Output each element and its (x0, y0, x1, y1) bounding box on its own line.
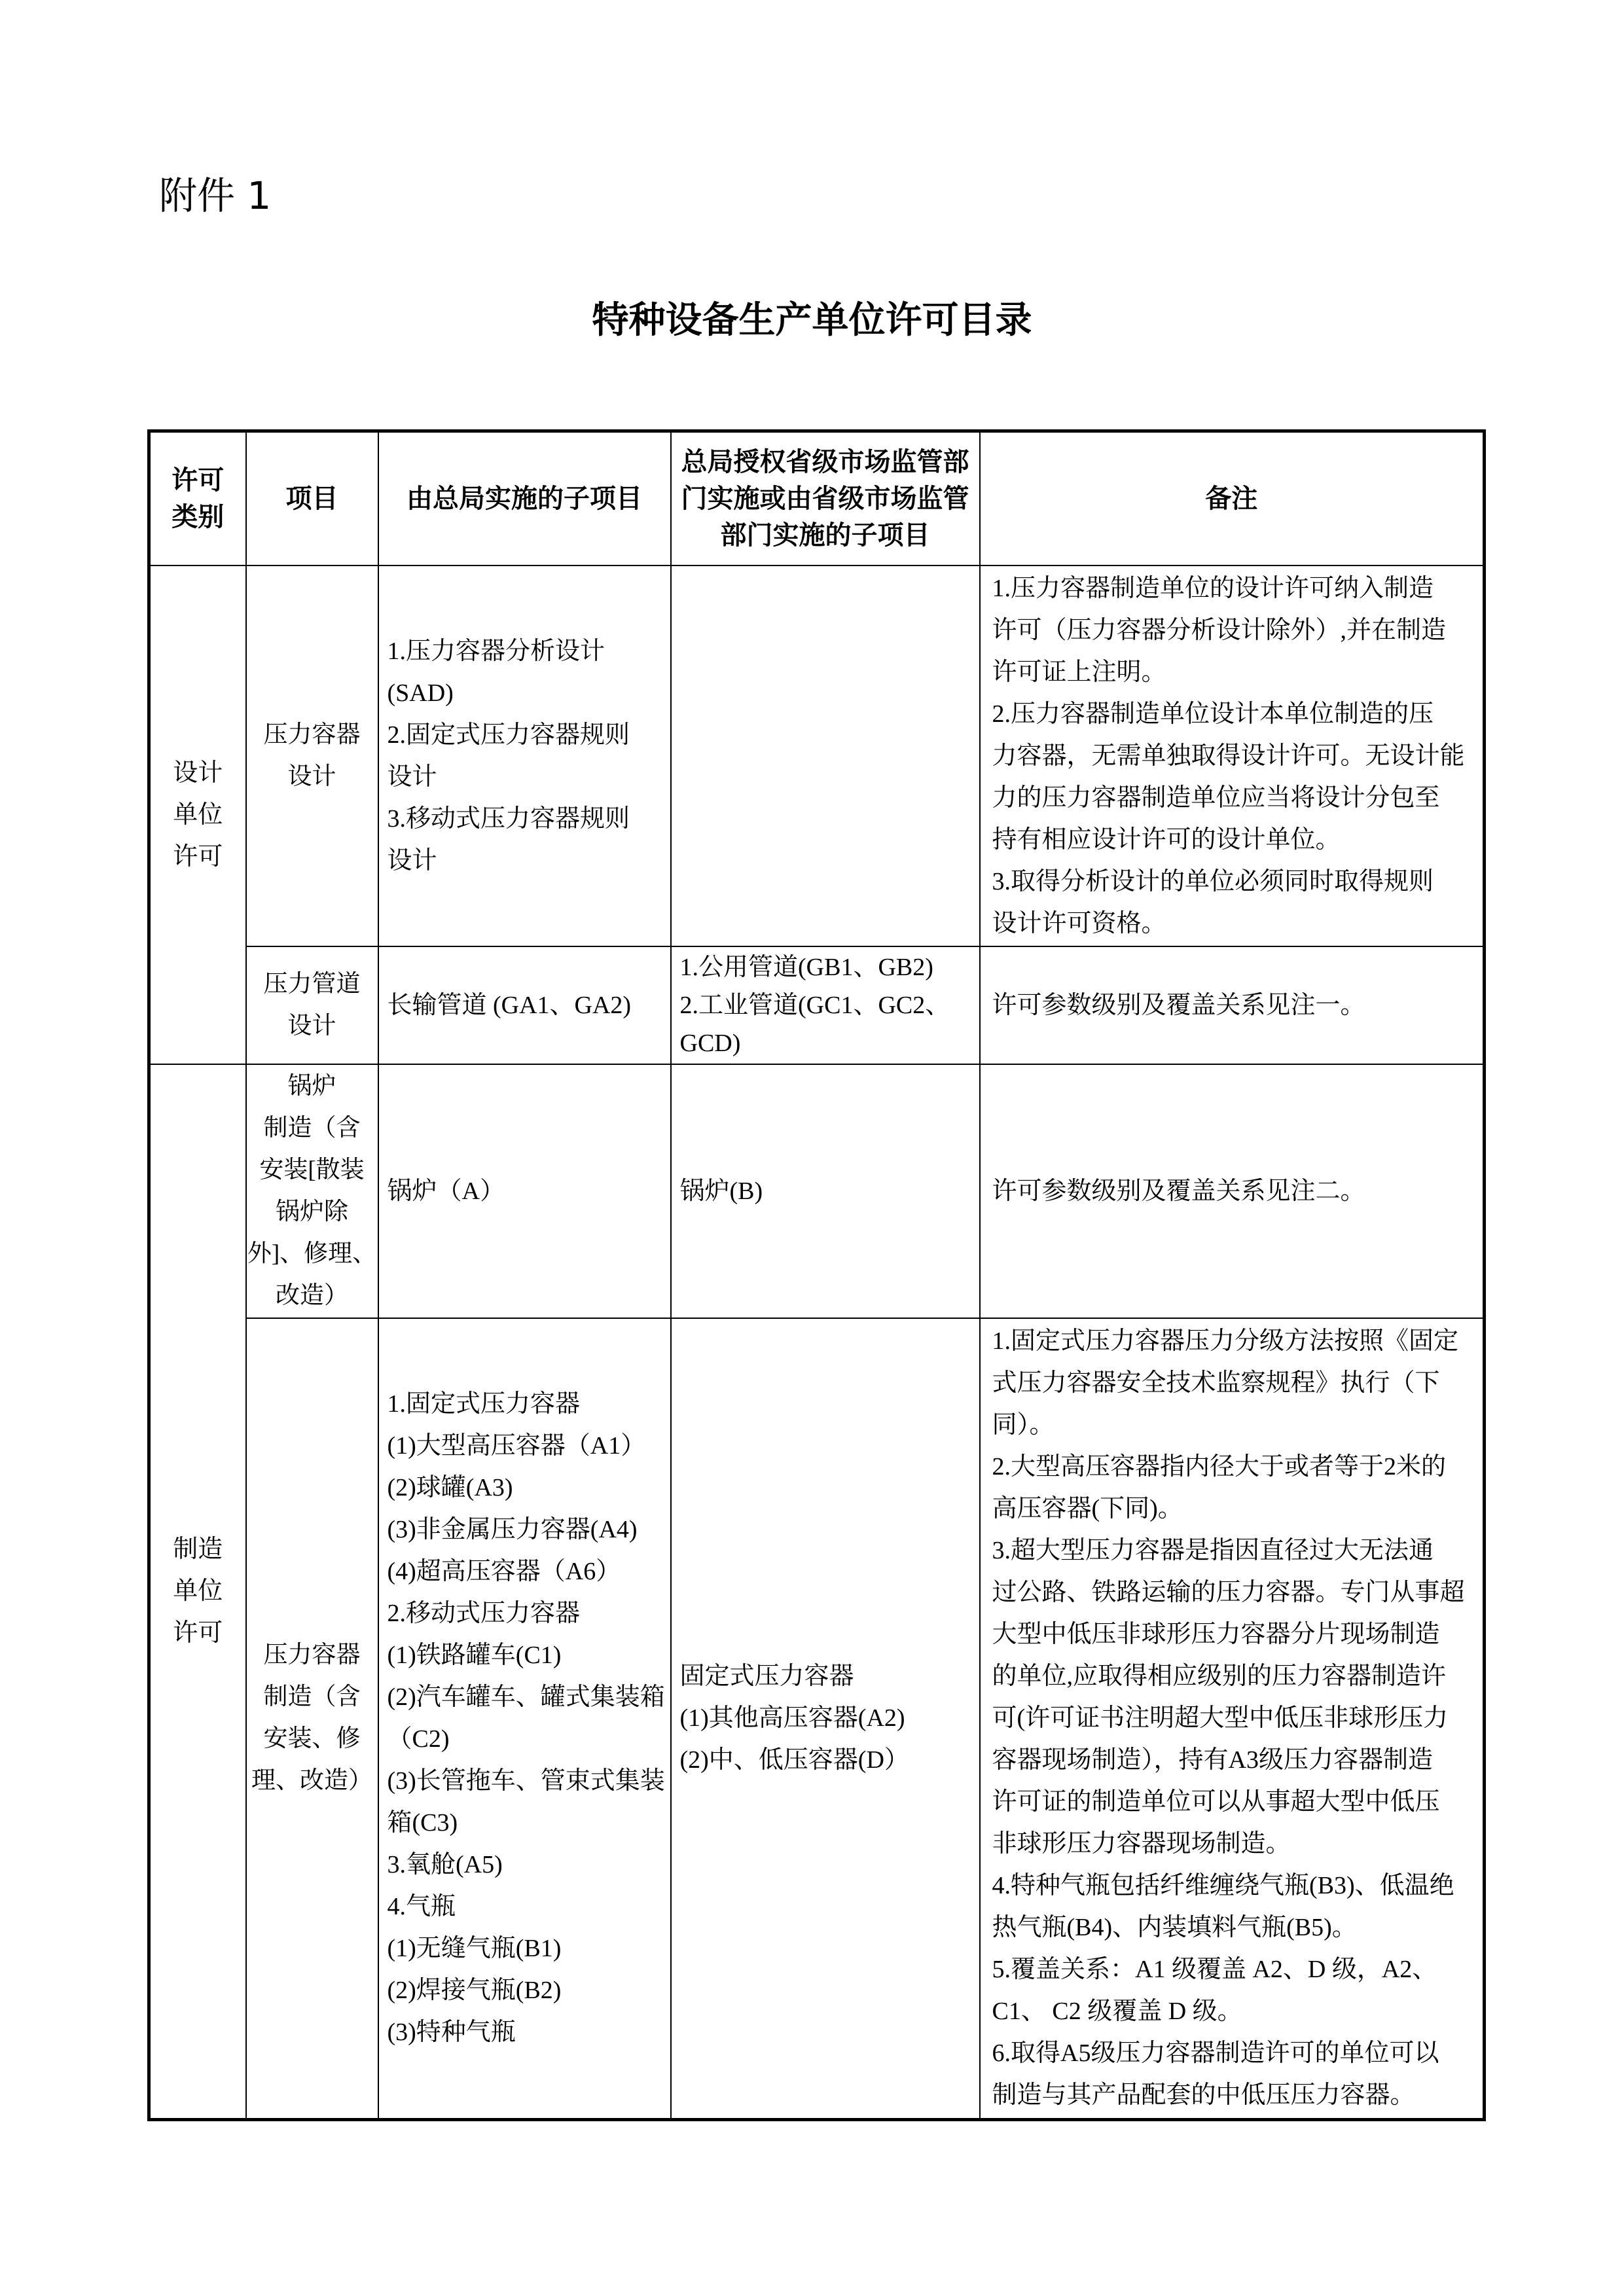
cell-line: 过公路、铁路运输的压力容器。专门从事超 (992, 1579, 1465, 1607)
cell-line: 力容器，无需单独取得设计许可。无设计能 (992, 742, 1465, 770)
cell-line: 2.移动式压力容器 (387, 1600, 581, 1628)
cell-line: 设计许可资格。 (992, 909, 1166, 937)
cell-line: 设计 (287, 1012, 336, 1039)
header-license-category (149, 431, 246, 565)
cell-line: 外]、修理、 (247, 1240, 377, 1267)
cell-line: (2)中、低压容器(D） (679, 1746, 909, 1774)
header-line: 门实施或由省级市场监管 (681, 484, 969, 513)
cell-line: 非球形压力容器现场制造。 (992, 1830, 1291, 1858)
cell-line: （C2) (387, 1725, 450, 1753)
header-line: 许可 (171, 465, 225, 495)
cell-line: 安装[散装 (259, 1156, 365, 1183)
cell-line: (2)汽车罐车、罐式集装箱 (387, 1683, 665, 1712)
cell-line: 单位 (173, 1577, 223, 1605)
cell-line: 2.压力容器制造单位设计本单位制造的压 (992, 700, 1434, 728)
cell-line: 压力管道 (263, 970, 361, 997)
cell-line: 许可 (173, 842, 223, 870)
cell-line: 锅炉（A） (387, 1177, 505, 1205)
item-cell (246, 565, 378, 946)
document-title: 特种设备生产单位许可目录 (592, 300, 1032, 341)
header-item: 项目 (246, 431, 378, 565)
cell-line: (1)其他高压容器(A2) (679, 1704, 905, 1732)
cell-line: 力的压力容器制造单位应当将设计分包至 (992, 783, 1440, 812)
cell-line: 制造（含 (263, 1114, 361, 1141)
cell-line: 3.取得分析设计的单位必须同时取得规则 (992, 867, 1434, 895)
cell-line: (3)非金属压力容器(A4) (387, 1516, 638, 1544)
cell-line: 热气瓶(B4)、内装填料气瓶(B5)。 (992, 1914, 1357, 1942)
remarks-cell (980, 565, 1485, 946)
cell-line: 1.固定式压力容器压力分级方法按照《固定 (992, 1327, 1459, 1355)
item-cell (246, 946, 378, 1064)
cell-line: 设计 (287, 762, 336, 790)
national-subitems-cell (378, 946, 671, 1064)
national-subitems-cell (378, 565, 671, 946)
header-provincial-subitems (671, 431, 980, 565)
cell-line: 许可证上注明。 (992, 658, 1166, 686)
cell-line: (1)无缝气瓶(B1) (387, 1935, 562, 1963)
cell-line: 箱(C3) (387, 1809, 458, 1837)
cell-line: 安装、修 (263, 1725, 361, 1753)
cell-line: 3.超大型压力容器是指因直径过大无法通 (992, 1537, 1434, 1565)
provincial-subitems-cell (671, 1064, 980, 1318)
table-header-row (149, 431, 1485, 565)
item-cell (246, 1318, 378, 2120)
header-line: 类别 (171, 502, 225, 531)
cell-line: 的单位,应取得相应级别的压力容器制造许 (992, 1662, 1447, 1691)
cell-line: 长输管道 (GA1、GA2) (387, 991, 632, 1019)
provincial-subitems-cell (671, 565, 980, 946)
cell-line: 锅炉(B) (679, 1177, 763, 1205)
cell-line: 设计 (173, 759, 223, 787)
cell-line: (1)铁路罐车(C1) (387, 1641, 562, 1670)
cell-line: 持有相应设计许可的设计单位。 (992, 825, 1341, 853)
cell-line: 2.工业管道(GC1、GC2、 (679, 991, 950, 1019)
cell-line: 1.压力容器制造单位的设计许可纳入制造 (992, 574, 1434, 602)
cell-line: (4)超高压容器（A6） (387, 1558, 621, 1586)
cell-line: 3.氧舱(A5) (387, 1851, 503, 1879)
cell-line: 改造） (276, 1282, 348, 1309)
cell-line: (2)焊接气瓶(B2) (387, 1977, 562, 2005)
table-row (149, 1064, 1485, 1318)
header-national-subitems: 由总局实施的子项目 (378, 431, 671, 565)
remarks-cell (980, 946, 1485, 1064)
cell-line: 许可（压力容器分析设计除外）,并在制造 (992, 616, 1447, 644)
remarks-cell (980, 1318, 1485, 2120)
cell-line: 6.取得A5级压力容器制造许可的单位可以 (992, 2039, 1439, 2068)
cell-line: 制造与其产品配套的中低压压力容器。 (992, 2081, 1415, 2109)
cell-line: 5.覆盖关系：A1 级覆盖 A2、D 级，A2、 (992, 1956, 1437, 1984)
cell-line: 锅炉除 (276, 1198, 348, 1225)
cell-line: 同）。 (992, 1411, 1055, 1439)
provincial-subitems-cell (671, 1318, 980, 2120)
cell-line: 制造 (173, 1535, 223, 1564)
cell-line: 许可参数级别及覆盖关系见注一。 (992, 991, 1365, 1019)
cell-line: 制造（含 (263, 1683, 361, 1711)
cell-line: (1)大型高压容器（A1） (387, 1432, 646, 1460)
remarks-cell (980, 1064, 1485, 1318)
table-row (149, 1318, 1485, 2120)
cell-line: 固定式压力容器 (679, 1662, 854, 1691)
cell-line: (3)长管拖车、管束式集装 (387, 1767, 665, 1795)
cell-line: 2.固定式压力容器规则 (387, 721, 630, 749)
national-subitems-cell (378, 1064, 671, 1318)
cell-line: C1、 C2 级覆盖 D 级。 (992, 1998, 1242, 2026)
cell-line: (SAD) (387, 679, 454, 707)
cell-line: GCD) (679, 1029, 741, 1057)
attachment-label: 附件 1 (159, 173, 272, 218)
cell-line: 式压力容器安全技术监察规程》执行（下 (992, 1369, 1440, 1397)
cell-line: 1.固定式压力容器 (387, 1390, 581, 1418)
cell-line: 压力容器 (263, 721, 361, 748)
cell-line: 可(许可证书注明超大型中低压非球形压力 (992, 1704, 1449, 1732)
table-row (149, 565, 1485, 946)
cell-line: 1.公用管道(GB1、GB2) (679, 953, 933, 981)
cell-line: 单位 (173, 800, 223, 829)
cell-line: 锅炉 (287, 1072, 336, 1100)
cell-line: 2.大型高压容器指内径大于或者等于2米的 (992, 1453, 1447, 1481)
cell-line: 许可 (173, 1619, 223, 1647)
item-cell (246, 1064, 378, 1318)
license-catalog-table (147, 429, 1486, 2121)
header-line: 部门实施的子项目 (720, 520, 930, 550)
cell-line: 设计 (387, 762, 437, 791)
cell-line: 许可证的制造单位可以从事超大型中低压 (992, 1788, 1440, 1816)
cell-line: 3.移动式压力容器规则 (387, 804, 630, 833)
cell-line: 4.气瓶 (387, 1893, 456, 1921)
cell-line: 压力容器 (263, 1641, 361, 1669)
category-cell-design (149, 565, 246, 1064)
cell-line: (2)球罐(A3) (387, 1474, 513, 1502)
header-remarks: 备注 (980, 431, 1485, 565)
cell-line: 1.压力容器分析设计 (387, 637, 605, 665)
header-line: 总局授权省级市场监管部 (681, 447, 969, 476)
cell-line: 容器现场制造），持有A3级压力容器制造 (992, 1746, 1433, 1774)
category-cell-manufacturing (149, 1064, 246, 2120)
national-subitems-cell (378, 1318, 671, 2120)
provincial-subitems-cell (671, 946, 980, 1064)
cell-line: (3)特种气瓶 (387, 2018, 516, 2047)
cell-line: 许可参数级别及覆盖关系见注二。 (992, 1177, 1365, 1205)
cell-line: 设计 (387, 846, 437, 874)
cell-line: 4.特种气瓶包括纤维缠绕气瓶(B3)、低温绝 (992, 1872, 1454, 1900)
cell-line: 理、改造） (251, 1767, 372, 1795)
cell-line: 大型中低压非球形压力容器分片现场制造 (992, 1621, 1440, 1649)
cell-line: 高压容器(下同)。 (992, 1495, 1183, 1523)
table-row (149, 946, 1485, 1064)
